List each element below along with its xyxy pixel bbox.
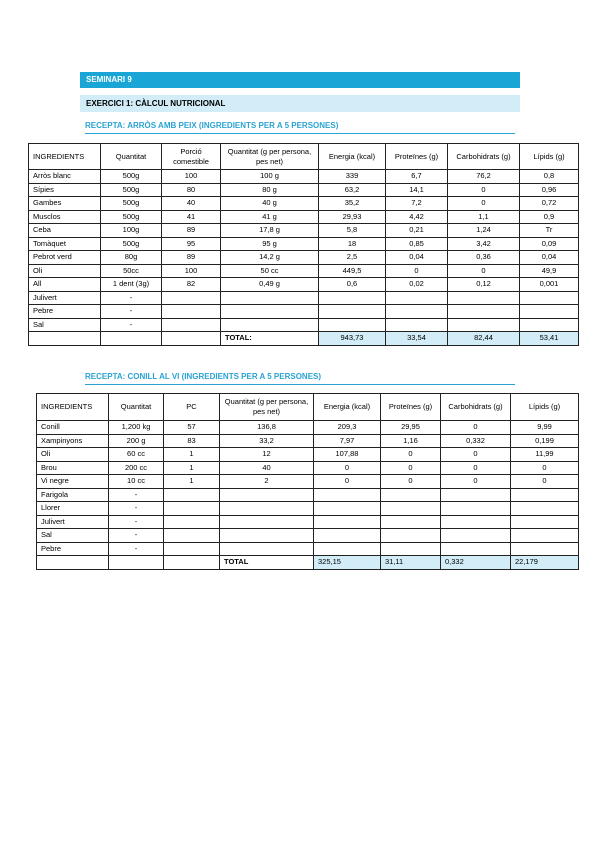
net-quantity-cell: 136,8: [220, 421, 314, 435]
ingredient-name: Oli: [29, 264, 101, 278]
quantity-cell: 500g: [101, 210, 162, 224]
header-net-quantity: Quantitat (g per persona, pes net): [220, 394, 314, 421]
protein-cell: [381, 502, 441, 516]
protein-cell: [381, 542, 441, 556]
carbohydrate-cell: [448, 318, 520, 332]
table-header-row: [29, 144, 579, 170]
protein-cell: 14,1: [386, 183, 448, 197]
portion-cell: 57: [164, 421, 220, 435]
quantity-cell: 10 cc: [109, 475, 164, 489]
energy-cell: [319, 318, 386, 332]
energy-cell: 0: [314, 461, 381, 475]
lipid-cell: 0,9: [520, 210, 579, 224]
ingredient-name: Tomàquet: [29, 237, 101, 251]
ingredient-name: Arròs blanc: [29, 170, 101, 184]
header-proteins: Proteïnes (g): [386, 144, 448, 170]
quantity-cell: -: [109, 515, 164, 529]
recipe1-title: RECEPTA: ARRÒS AMB PEIX (INGREDIENTS PER A 5 PERSONES): [85, 121, 515, 134]
header-ingredients: INGREDIENTS: [37, 394, 109, 421]
carbohydrate-cell: 0,36: [448, 251, 520, 265]
lipid-cell: 0: [511, 475, 579, 489]
ingredient-name: Llorer: [37, 502, 109, 516]
protein-cell: [386, 291, 448, 305]
quantity-cell: -: [109, 529, 164, 543]
ingredient-name: Pebre: [37, 542, 109, 556]
total-row: [37, 556, 579, 570]
ingredient-name: Gambes: [29, 197, 101, 211]
total-label: TOTAL: [220, 556, 314, 570]
portion-cell: 82: [162, 278, 221, 292]
total-empty-cell: [162, 332, 221, 346]
quantity-cell: -: [109, 488, 164, 502]
net-quantity-cell: 40: [220, 461, 314, 475]
ingredient-name: Sípies: [29, 183, 101, 197]
energy-cell: 107,88: [314, 448, 381, 462]
carbohydrate-cell: 0: [441, 461, 511, 475]
quantity-cell: 200 g: [109, 434, 164, 448]
portion-cell: 89: [162, 251, 221, 265]
portion-cell: [164, 515, 220, 529]
net-quantity-cell: 80 g: [221, 183, 319, 197]
ingredient-name: Brou: [37, 461, 109, 475]
total-carbohydrates: 82,44: [448, 332, 520, 346]
quantity-cell: -: [101, 305, 162, 319]
table-row: [37, 515, 579, 529]
total-proteins: 31,11: [381, 556, 441, 570]
energy-cell: 449,5: [319, 264, 386, 278]
protein-cell: 6,7: [386, 170, 448, 184]
carbohydrate-cell: [441, 529, 511, 543]
table-row: [37, 502, 579, 516]
protein-cell: 0: [381, 475, 441, 489]
protein-cell: 0: [381, 448, 441, 462]
energy-cell: 5,8: [319, 224, 386, 238]
energy-cell: 0,6: [319, 278, 386, 292]
total-lipids: 53,41: [520, 332, 579, 346]
net-quantity-cell: [221, 291, 319, 305]
portion-cell: 89: [162, 224, 221, 238]
header-energy: Energia (kcal): [319, 144, 386, 170]
portion-cell: 95: [162, 237, 221, 251]
energy-cell: 29,93: [319, 210, 386, 224]
energy-cell: 0: [314, 475, 381, 489]
table-header-row: [37, 394, 579, 421]
lipid-cell: 0,96: [520, 183, 579, 197]
energy-cell: 7,97: [314, 434, 381, 448]
portion-cell: [164, 502, 220, 516]
net-quantity-cell: [220, 488, 314, 502]
total-lipids: 22,179: [511, 556, 579, 570]
protein-cell: 7,2: [386, 197, 448, 211]
lipid-cell: 11,99: [511, 448, 579, 462]
net-quantity-cell: 95 g: [221, 237, 319, 251]
portion-cell: [164, 488, 220, 502]
header-quantity: Quantitat: [109, 394, 164, 421]
table-row: [29, 305, 579, 319]
lipid-cell: 0,04: [520, 251, 579, 265]
ingredient-name: Sal: [29, 318, 101, 332]
table-row: [29, 183, 579, 197]
energy-cell: 63,2: [319, 183, 386, 197]
carbohydrate-cell: 0: [448, 197, 520, 211]
ingredient-name: Ceba: [29, 224, 101, 238]
portion-cell: [162, 305, 221, 319]
table-row: [37, 448, 579, 462]
total-energy: 325,15: [314, 556, 381, 570]
total-empty-cell: [164, 556, 220, 570]
table-row: [29, 318, 579, 332]
lipid-cell: 49,9: [520, 264, 579, 278]
net-quantity-cell: 0,49 g: [221, 278, 319, 292]
carbohydrate-cell: [441, 515, 511, 529]
header-net-quantity: Quantitat (g per persona, pes net): [221, 144, 319, 170]
energy-cell: 2,5: [319, 251, 386, 265]
lipid-cell: 0,8: [520, 170, 579, 184]
portion-cell: 80: [162, 183, 221, 197]
lipid-cell: 0,72: [520, 197, 579, 211]
carbohydrate-cell: 3,42: [448, 237, 520, 251]
header-carbohydrates: Carbohidrats (g): [441, 394, 511, 421]
table-row: [37, 475, 579, 489]
ingredient-name: Sal: [37, 529, 109, 543]
lipid-cell: Tr: [520, 224, 579, 238]
ingredient-name: Julivert: [29, 291, 101, 305]
table-row: [29, 237, 579, 251]
protein-cell: 0: [381, 461, 441, 475]
net-quantity-cell: [220, 542, 314, 556]
protein-cell: 29,95: [381, 421, 441, 435]
net-quantity-cell: 14,2 g: [221, 251, 319, 265]
ingredient-name: Xampinyons: [37, 434, 109, 448]
table-row: [29, 197, 579, 211]
protein-cell: 1,16: [381, 434, 441, 448]
energy-cell: 35,2: [319, 197, 386, 211]
table-row: [37, 461, 579, 475]
protein-cell: 4,42: [386, 210, 448, 224]
net-quantity-cell: [220, 502, 314, 516]
quantity-cell: -: [109, 502, 164, 516]
quantity-cell: 500g: [101, 197, 162, 211]
ingredient-name: Pebre: [29, 305, 101, 319]
carbohydrate-cell: 0: [448, 183, 520, 197]
net-quantity-cell: 50 cc: [221, 264, 319, 278]
quantity-cell: 500g: [101, 170, 162, 184]
lipid-cell: [520, 305, 579, 319]
energy-cell: [314, 502, 381, 516]
carbohydrate-cell: 1,1: [448, 210, 520, 224]
carbohydrate-cell: [441, 542, 511, 556]
portion-cell: 41: [162, 210, 221, 224]
ingredient-name: Julivert: [37, 515, 109, 529]
carbohydrate-cell: 0,12: [448, 278, 520, 292]
carbohydrate-cell: [441, 488, 511, 502]
exercise-title: EXERCICI 1: CÀLCUL NUTRICIONAL: [80, 95, 520, 112]
quantity-cell: 60 cc: [109, 448, 164, 462]
total-empty-cell: [29, 332, 101, 346]
net-quantity-cell: 41 g: [221, 210, 319, 224]
ingredient-name: Conill: [37, 421, 109, 435]
portion-cell: 1: [164, 448, 220, 462]
header-proteins: Proteïnes (g): [381, 394, 441, 421]
quantity-cell: 500g: [101, 237, 162, 251]
net-quantity-cell: [221, 318, 319, 332]
table-row: [29, 291, 579, 305]
lipid-cell: 0,09: [520, 237, 579, 251]
protein-cell: 0,85: [386, 237, 448, 251]
header-ingredients: INGREDIENTS: [29, 144, 101, 170]
carbohydrate-cell: 0: [448, 264, 520, 278]
net-quantity-cell: 2: [220, 475, 314, 489]
net-quantity-cell: [220, 515, 314, 529]
protein-cell: 0,04: [386, 251, 448, 265]
header-lipids: Lípids (g): [520, 144, 579, 170]
lipid-cell: 0: [511, 461, 579, 475]
energy-cell: 209,3: [314, 421, 381, 435]
energy-cell: [314, 529, 381, 543]
lipid-cell: [511, 515, 579, 529]
total-row: [29, 332, 579, 346]
protein-cell: [381, 515, 441, 529]
portion-cell: 100: [162, 264, 221, 278]
header-pc: PC: [164, 394, 220, 421]
protein-cell: [381, 529, 441, 543]
quantity-cell: 80g: [101, 251, 162, 265]
lipid-cell: 9,99: [511, 421, 579, 435]
table-row: [29, 170, 579, 184]
ingredient-name: Musclos: [29, 210, 101, 224]
net-quantity-cell: 17,8 g: [221, 224, 319, 238]
total-proteins: 33,54: [386, 332, 448, 346]
quantity-cell: 1,200 kg: [109, 421, 164, 435]
lipid-cell: [511, 488, 579, 502]
header-lipids: Lípids (g): [511, 394, 579, 421]
portion-cell: 40: [162, 197, 221, 211]
lipid-cell: 0,001: [520, 278, 579, 292]
quantity-cell: 100g: [101, 224, 162, 238]
lipid-cell: [511, 502, 579, 516]
energy-cell: [319, 305, 386, 319]
ingredient-name: Pebrot verd: [29, 251, 101, 265]
portion-cell: [162, 291, 221, 305]
protein-cell: [386, 305, 448, 319]
carbohydrate-cell: [441, 502, 511, 516]
lipid-cell: 0,199: [511, 434, 579, 448]
quantity-cell: 50cc: [101, 264, 162, 278]
carbohydrate-cell: [448, 291, 520, 305]
header-energy: Energia (kcal): [314, 394, 381, 421]
total-empty-cell: [109, 556, 164, 570]
portion-cell: 1: [164, 461, 220, 475]
table-row: [29, 224, 579, 238]
energy-cell: [314, 488, 381, 502]
portion-cell: 100: [162, 170, 221, 184]
lipid-cell: [520, 318, 579, 332]
quantity-cell: -: [109, 542, 164, 556]
carbohydrate-cell: 0,332: [441, 434, 511, 448]
total-empty-cell: [101, 332, 162, 346]
table-row: [29, 251, 579, 265]
table-row: [37, 421, 579, 435]
total-energy: 943,73: [319, 332, 386, 346]
net-quantity-cell: 12: [220, 448, 314, 462]
total-label: TOTAL:: [221, 332, 319, 346]
ingredient-name: Farigola: [37, 488, 109, 502]
table-row: [37, 488, 579, 502]
ingredient-name: All: [29, 278, 101, 292]
total-carbohydrates: 0,332: [441, 556, 511, 570]
net-quantity-cell: [221, 305, 319, 319]
carbohydrate-cell: [448, 305, 520, 319]
protein-cell: [386, 318, 448, 332]
net-quantity-cell: [220, 529, 314, 543]
portion-cell: [162, 318, 221, 332]
carbohydrate-cell: 1,24: [448, 224, 520, 238]
table-row: [29, 278, 579, 292]
energy-cell: [314, 542, 381, 556]
table-row: [37, 434, 579, 448]
portion-cell: [164, 529, 220, 543]
seminar-title: SEMINARI 9: [80, 72, 520, 88]
protein-cell: 0,21: [386, 224, 448, 238]
net-quantity-cell: 40 g: [221, 197, 319, 211]
ingredient-name: Vi negre: [37, 475, 109, 489]
energy-cell: [314, 515, 381, 529]
net-quantity-cell: 33,2: [220, 434, 314, 448]
energy-cell: [319, 291, 386, 305]
quantity-cell: -: [101, 291, 162, 305]
header-carbohydrates: Carbohidrats (g): [448, 144, 520, 170]
carbohydrate-cell: 76,2: [448, 170, 520, 184]
quantity-cell: -: [101, 318, 162, 332]
quantity-cell: 1 dent (3g): [101, 278, 162, 292]
protein-cell: 0,02: [386, 278, 448, 292]
lipid-cell: [520, 291, 579, 305]
protein-cell: 0: [386, 264, 448, 278]
table-row: [29, 264, 579, 278]
lipid-cell: [511, 542, 579, 556]
energy-cell: 18: [319, 237, 386, 251]
quantity-cell: 500g: [101, 183, 162, 197]
lipid-cell: [511, 529, 579, 543]
quantity-cell: 200 cc: [109, 461, 164, 475]
net-quantity-cell: 100 g: [221, 170, 319, 184]
portion-cell: 83: [164, 434, 220, 448]
carbohydrate-cell: 0: [441, 475, 511, 489]
header-edible-portion: Porció comestible: [162, 144, 221, 170]
portion-cell: [164, 542, 220, 556]
ingredient-name: Oli: [37, 448, 109, 462]
recipe2-nutrition-table: [36, 393, 579, 570]
portion-cell: 1: [164, 475, 220, 489]
carbohydrate-cell: 0: [441, 421, 511, 435]
energy-cell: 339: [319, 170, 386, 184]
table-row: [37, 529, 579, 543]
recipe2-title: RECEPTA: CONILL AL VI (INGREDIENTS PER A 5 PERSONES): [85, 372, 515, 385]
table-row: [29, 210, 579, 224]
carbohydrate-cell: 0: [441, 448, 511, 462]
table-row: [37, 542, 579, 556]
recipe1-nutrition-table: [28, 143, 579, 346]
header-quantity: Quantitat: [101, 144, 162, 170]
total-empty-cell: [37, 556, 109, 570]
protein-cell: [381, 488, 441, 502]
